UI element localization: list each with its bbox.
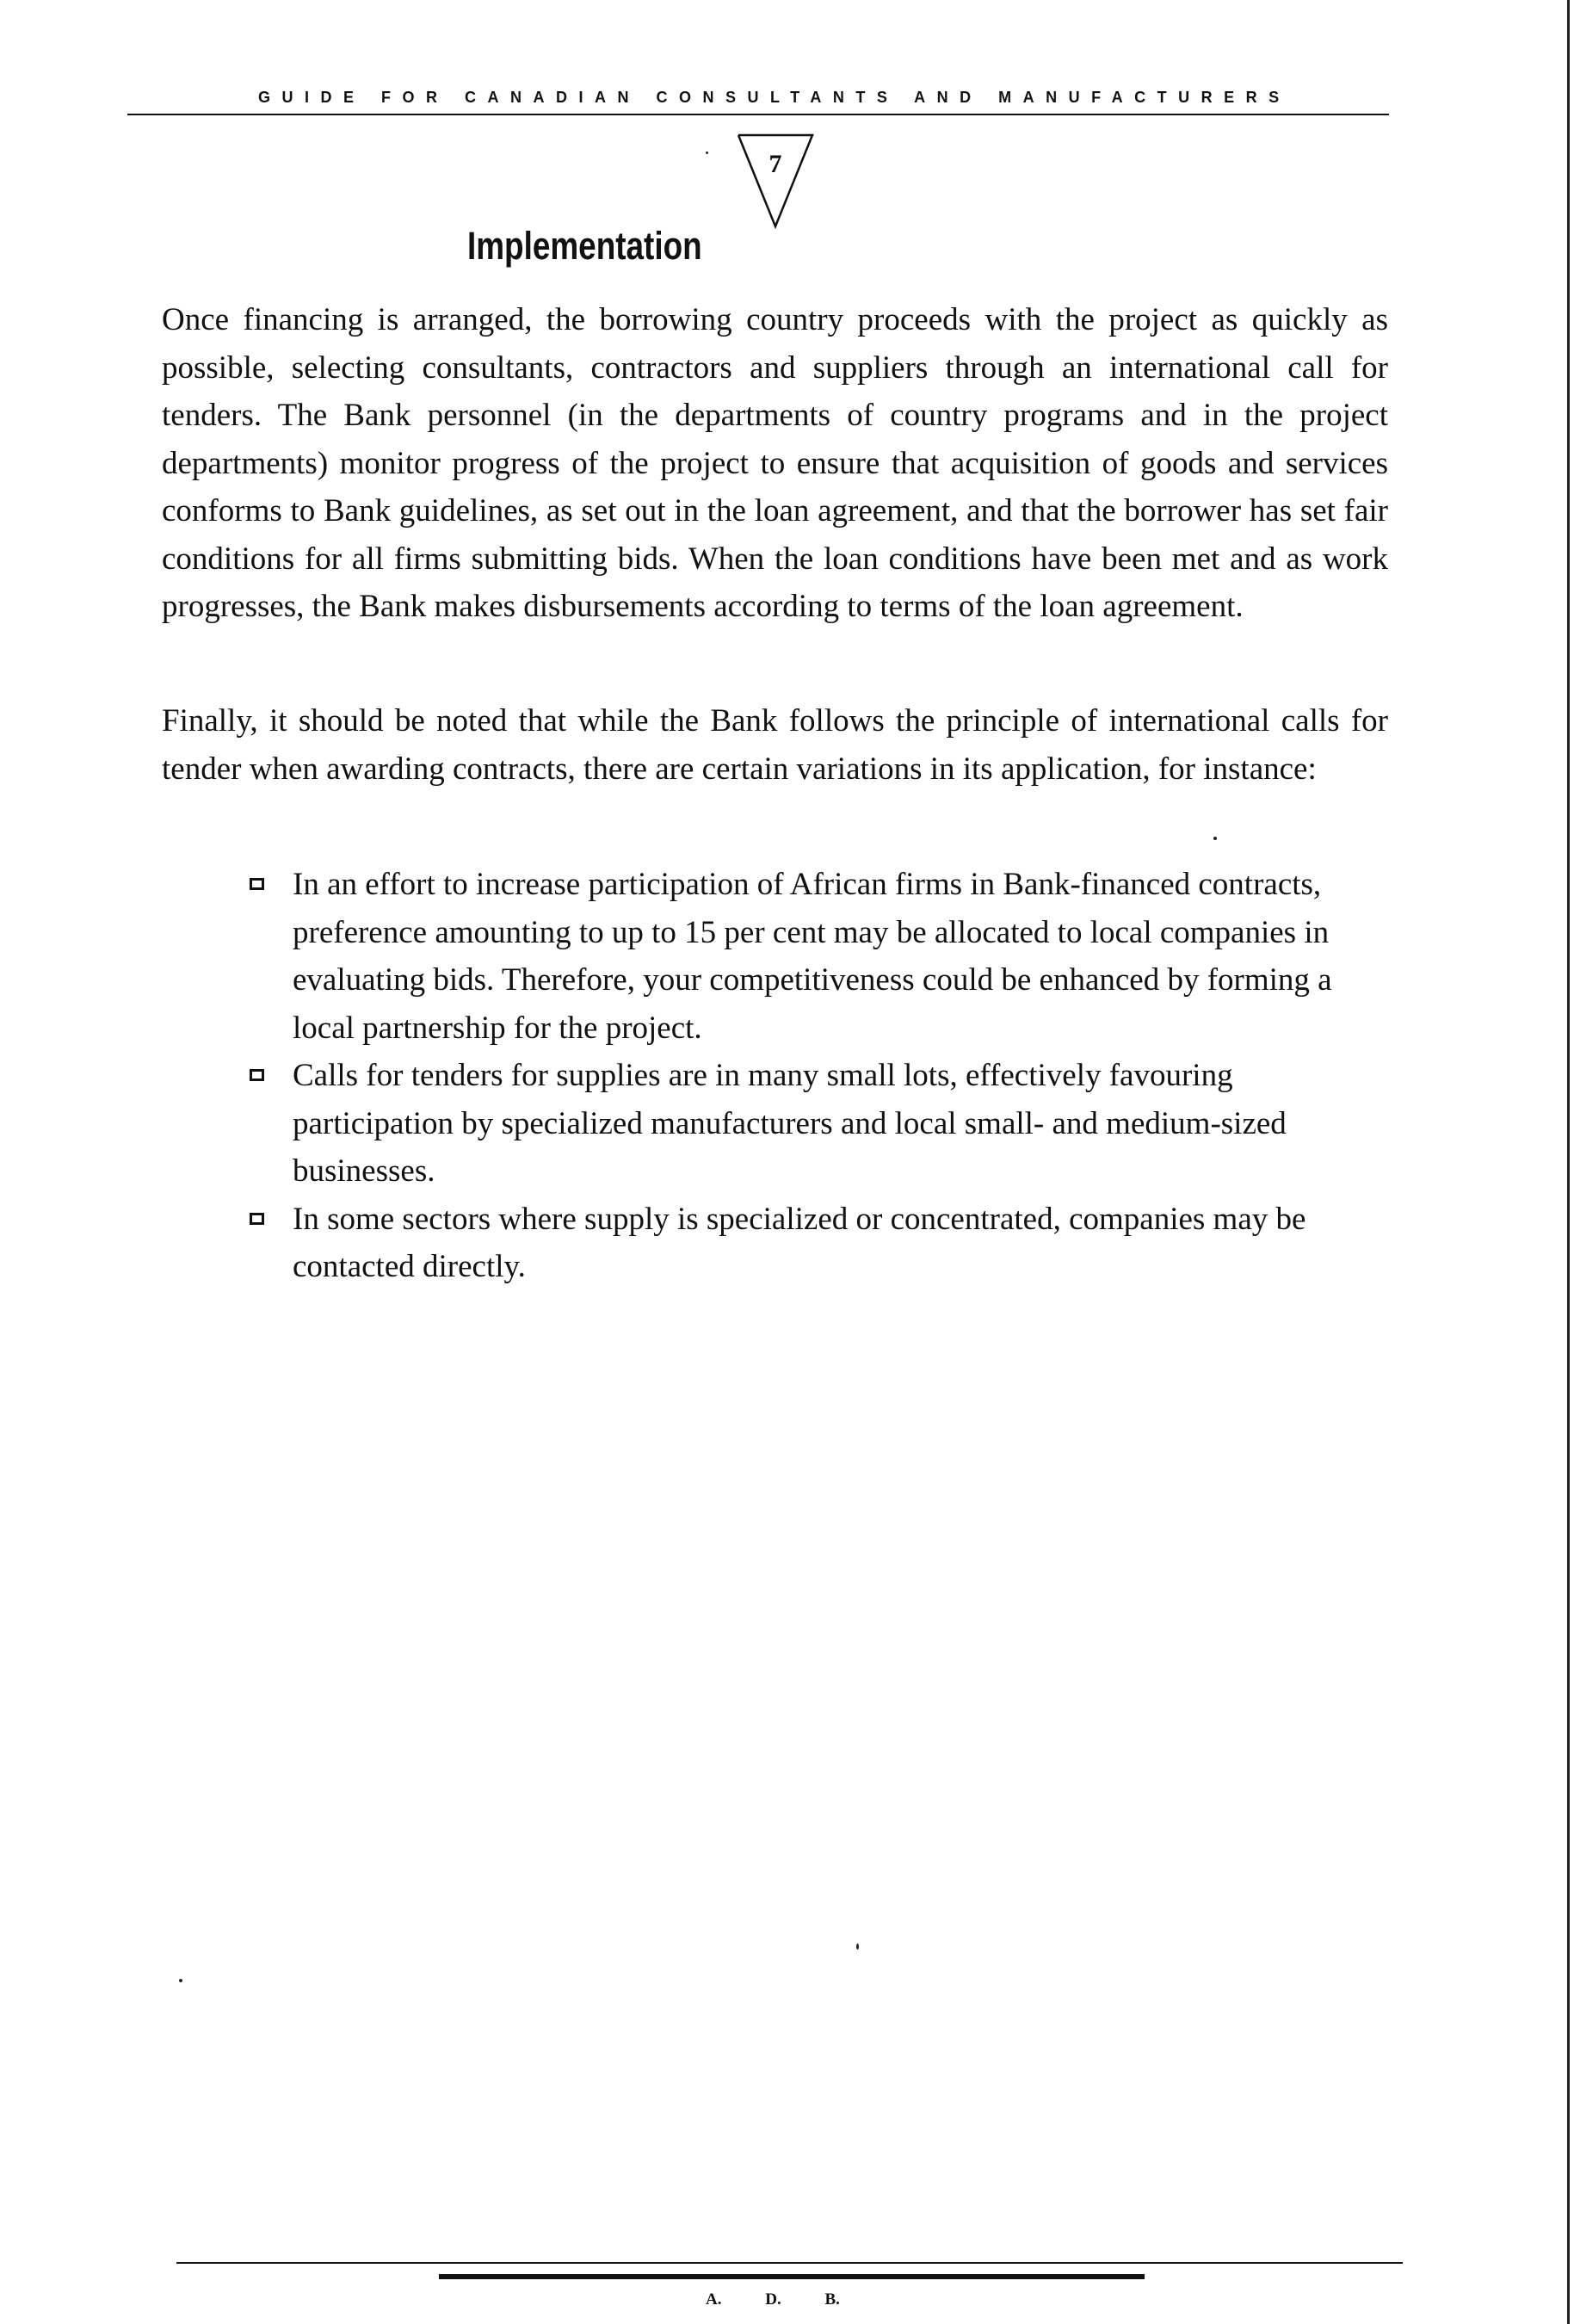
list-item-text: Calls for tenders for supplies are in many small lots, effectively favouring participation by specialized manufacturers and local small- and medium-sized businesses. (293, 1058, 1287, 1189)
footer-label: A. D. B. (706, 2290, 840, 2309)
square-bullet-icon (250, 1213, 264, 1225)
list-item (250, 861, 1390, 1052)
variations-list (250, 861, 1390, 1291)
scan-speck (1213, 837, 1217, 840)
list-item (250, 1196, 1390, 1291)
square-bullet-icon (250, 1069, 264, 1081)
scan-speck (856, 1944, 859, 1950)
list-item-text: In some sectors where supply is specialized or concentrated, companies may be contacted directly. (293, 1201, 1306, 1284)
list-item (250, 1052, 1390, 1196)
footer-rule-thick (439, 2274, 1145, 2279)
scan-edge-line (1567, 0, 1570, 2324)
section-heading: Implementation (467, 224, 702, 268)
running-header: GUIDE FOR CANADIAN CONSULTANTS AND MANUFACTURERS (258, 89, 1291, 106)
list-item-text: In an effort to increase participation of African firms in Bank-financed contracts, preference amounting to up to 15 per cent may be allocated to local companies in evaluating bids. Therefore, your competitiveness could be enhanced by forming a local partnership for the project. (293, 867, 1332, 1046)
page-number: 7 (768, 150, 782, 178)
scan-speck (706, 151, 708, 154)
scan-speck (179, 1979, 182, 1982)
paragraph-implementation: Once financing is arranged, the borrowing country proceeds with the project as quickly as possible, selecting consultants, contractors and suppliers through an international call for tenders. The Bank personnel (in the departments of country programs and in the project departments) monitor progress of the project to ensure that acquisition of goods and services conforms to Bank guidelines, as set out in the loan agreement, and that the borrower has set fair conditions for all firms submitting bids. When the loan conditions have been met and as work progresses, the Bank makes disbursements according to terms of the loan agreement. (162, 302, 1388, 624)
paragraph-variations: Finally, it should be noted that while the Bank follows the principle of international calls for tender when awarding contracts, there are certain variations in its application, for instance: (162, 703, 1388, 787)
page-number-triangle-icon (737, 133, 814, 230)
header-rule (127, 114, 1389, 115)
footer-rule (176, 2262, 1403, 2264)
square-bullet-icon (250, 878, 264, 890)
